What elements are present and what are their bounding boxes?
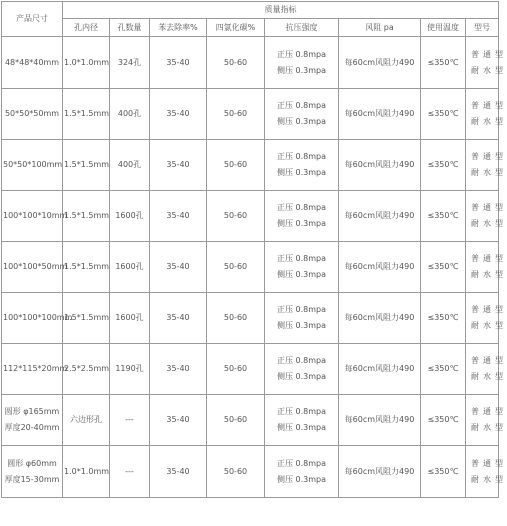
temp-cell: ≤350℃ bbox=[421, 344, 466, 395]
ccl4-cell: 50-60 bbox=[207, 446, 265, 498]
size-line: 50*50*100mm bbox=[3, 160, 63, 169]
size-cell bbox=[2, 446, 63, 498]
table-row bbox=[2, 395, 499, 446]
temp-cell: ≤350℃ bbox=[421, 293, 466, 344]
benzene-cell: 35-40 bbox=[150, 344, 207, 395]
benzene-cell: 35-40 bbox=[150, 242, 207, 293]
table-row bbox=[2, 293, 499, 344]
table-row bbox=[2, 191, 499, 242]
pressure-line: 侧压 0.3mpa bbox=[276, 219, 327, 228]
holes-cell: 1190孔 bbox=[110, 344, 150, 395]
type-line: 耐水型 bbox=[471, 270, 507, 279]
bore-line: 1.5*1.5mm bbox=[64, 262, 110, 271]
bore-cell bbox=[63, 446, 110, 498]
bore-line: 1.5*1.5mm bbox=[64, 313, 110, 322]
pressure-cell bbox=[265, 242, 339, 293]
pressure-line: 侧压 0.3mpa bbox=[276, 117, 327, 126]
table-row bbox=[2, 242, 499, 293]
pressure-line: 正压 0.8mpa bbox=[276, 305, 327, 314]
size-line: 100*100*100mm bbox=[3, 313, 73, 322]
benzene-cell: 35-40 bbox=[150, 140, 207, 191]
header-size: 产品尺寸 bbox=[2, 2, 63, 37]
resistance-cell: 每60cm风阻力490 bbox=[339, 37, 421, 89]
bore-line: 六边形孔 bbox=[70, 415, 102, 424]
type-cell bbox=[466, 89, 507, 140]
benzene-cell: 35-40 bbox=[150, 293, 207, 344]
header-holes: 孔数量 bbox=[110, 19, 150, 37]
bore-cell bbox=[63, 395, 110, 446]
resistance-cell: 每60cm风阻力490 bbox=[339, 293, 421, 344]
bore-line: 2.5*2.5mm bbox=[64, 364, 110, 373]
pressure-cell bbox=[265, 89, 339, 140]
bore-line: 1.0*1.0mm bbox=[64, 466, 110, 476]
pressure-line: 侧压 0.3mpa bbox=[276, 168, 327, 177]
size-cell bbox=[2, 140, 63, 191]
size-cell bbox=[2, 395, 63, 446]
type-line: 普通型 bbox=[471, 152, 507, 161]
pressure-line: 侧压 0.3mpa bbox=[276, 270, 327, 279]
bore-cell bbox=[63, 140, 110, 191]
resistance-cell: 每60cm风阻力490 bbox=[339, 89, 421, 140]
type-line: 耐水型 bbox=[471, 423, 507, 432]
size-cell bbox=[2, 191, 68, 242]
header-quality: 质量指标 bbox=[63, 2, 499, 19]
type-line: 耐水型 bbox=[471, 168, 507, 177]
pressure-cell bbox=[265, 344, 339, 395]
bore-cell bbox=[63, 242, 110, 293]
type-line: 耐水型 bbox=[471, 117, 507, 126]
type-line: 普通型 bbox=[471, 203, 507, 212]
temp-cell: ≤350℃ bbox=[421, 89, 466, 140]
bore-cell bbox=[63, 89, 110, 140]
resistance-cell: 每60cm风阻力490 bbox=[339, 446, 421, 498]
pressure-cell bbox=[265, 37, 339, 89]
holes-cell: 1600孔 bbox=[110, 191, 150, 242]
bore-line: 1.0*1.0mm bbox=[64, 57, 110, 67]
ccl4-cell: 50-60 bbox=[207, 395, 265, 446]
bore-line: 1.5*1.5mm bbox=[64, 109, 110, 118]
benzene-cell: 35-40 bbox=[150, 446, 207, 498]
size-line: 100*100*10mm bbox=[3, 211, 68, 220]
resistance-cell: 每60cm风阻力490 bbox=[339, 395, 421, 446]
table-row bbox=[2, 89, 499, 140]
header-ccl4: 四氯化碳% bbox=[207, 19, 265, 37]
pressure-line: 正压 0.8mpa bbox=[276, 101, 327, 110]
pressure-line: 正压 0.8mpa bbox=[276, 254, 327, 263]
ccl4-cell: 50-60 bbox=[207, 89, 265, 140]
holes-cell: 324孔 bbox=[110, 37, 150, 89]
type-line: 耐水型 bbox=[471, 321, 507, 330]
resistance-cell: 每60cm风阻力490 bbox=[339, 191, 421, 242]
pressure-line: 正压 0.8mpa bbox=[276, 407, 327, 416]
pressure-line: 侧压 0.3mpa bbox=[276, 423, 327, 432]
holes-cell: --- bbox=[110, 446, 150, 498]
ccl4-cell: 50-60 bbox=[207, 37, 265, 89]
pressure-line: 侧压 0.3mpa bbox=[276, 474, 327, 484]
pressure-line: 正压 0.8mpa bbox=[276, 203, 327, 212]
ccl4-cell: 50-60 bbox=[207, 191, 265, 242]
ccl4-cell: 50-60 bbox=[207, 140, 265, 191]
bore-cell bbox=[63, 293, 110, 344]
ccl4-cell: 50-60 bbox=[207, 242, 265, 293]
holes-cell: 1600孔 bbox=[110, 293, 150, 344]
holes-cell: 1600孔 bbox=[110, 242, 150, 293]
benzene-cell: 35-40 bbox=[150, 395, 207, 446]
type-cell bbox=[466, 242, 507, 293]
type-cell bbox=[466, 344, 507, 395]
type-cell bbox=[466, 395, 507, 446]
bore-cell bbox=[63, 191, 110, 242]
size-cell bbox=[2, 344, 68, 395]
pressure-line: 侧压 0.3mpa bbox=[276, 372, 327, 381]
pressure-line: 正压 0.8mpa bbox=[276, 356, 327, 365]
bore-line: 1.5*1.5mm bbox=[64, 211, 110, 220]
type-line: 普通型 bbox=[471, 356, 507, 365]
type-line: 耐水型 bbox=[471, 219, 507, 228]
temp-cell: ≤350℃ bbox=[421, 446, 466, 498]
size-line: 圆形 φ60mm bbox=[7, 458, 57, 468]
resistance-cell: 每60cm风阻力490 bbox=[339, 242, 421, 293]
size-line: 圆形 φ165mm bbox=[4, 407, 60, 416]
resistance-cell: 每60cm风阻力490 bbox=[339, 344, 421, 395]
pressure-cell bbox=[265, 395, 339, 446]
table-row bbox=[2, 37, 499, 89]
type-line: 耐水型 bbox=[471, 65, 507, 75]
size-cell bbox=[2, 293, 73, 344]
bore-line: 1.5*1.5mm bbox=[64, 160, 110, 169]
type-cell bbox=[466, 293, 507, 344]
type-line: 普通型 bbox=[471, 254, 507, 263]
pressure-cell bbox=[265, 191, 339, 242]
table-row bbox=[2, 344, 499, 395]
bore-cell bbox=[63, 37, 110, 89]
resistance-cell: 每60cm风阻力490 bbox=[339, 140, 421, 191]
size-line: 厚度20-40mm bbox=[4, 423, 60, 432]
type-line: 耐水型 bbox=[471, 372, 507, 381]
benzene-cell: 35-40 bbox=[150, 37, 207, 89]
size-line: 厚度15-30mm bbox=[4, 474, 60, 484]
temp-cell: ≤350℃ bbox=[421, 140, 466, 191]
type-line: 普通型 bbox=[471, 305, 507, 314]
temp-cell: ≤350℃ bbox=[421, 37, 466, 89]
header-pressure: 抗压强度 bbox=[265, 19, 339, 37]
type-cell bbox=[466, 140, 507, 191]
ccl4-cell: 50-60 bbox=[207, 293, 265, 344]
size-cell bbox=[2, 89, 63, 140]
header-type: 型号 bbox=[466, 19, 499, 37]
header-benzene: 苯去除率% bbox=[150, 19, 207, 37]
size-line: 48*48*40mm bbox=[4, 57, 60, 67]
temp-cell: ≤350℃ bbox=[421, 191, 466, 242]
ccl4-cell: 50-60 bbox=[207, 344, 265, 395]
header-temp: 使用温度 bbox=[421, 19, 466, 37]
pressure-line: 正压 0.8mpa bbox=[276, 49, 327, 59]
benzene-cell: 35-40 bbox=[150, 89, 207, 140]
type-line: 普通型 bbox=[471, 407, 507, 416]
table-row bbox=[2, 140, 499, 191]
holes-cell: 400孔 bbox=[110, 89, 150, 140]
table-body bbox=[2, 37, 507, 498]
size-cell bbox=[2, 242, 68, 293]
type-line: 普通型 bbox=[471, 49, 507, 59]
type-cell bbox=[466, 191, 507, 242]
size-line: 50*50*50mm bbox=[4, 109, 60, 118]
size-line: 112*115*20mm bbox=[3, 364, 68, 373]
size-line: 100*100*50mm bbox=[3, 262, 68, 271]
bore-cell bbox=[63, 344, 110, 395]
temp-cell: ≤350℃ bbox=[421, 395, 466, 446]
pressure-line: 正压 0.8mpa bbox=[276, 458, 327, 468]
pressure-cell bbox=[265, 140, 339, 191]
type-line: 耐水型 bbox=[471, 474, 507, 484]
pressure-line: 侧压 0.3mpa bbox=[276, 321, 327, 330]
spec-table bbox=[1, 1, 507, 498]
type-cell bbox=[466, 37, 507, 89]
size-cell bbox=[2, 37, 63, 89]
table-row bbox=[2, 446, 499, 498]
benzene-cell: 35-40 bbox=[150, 191, 207, 242]
pressure-cell bbox=[265, 446, 339, 498]
pressure-cell bbox=[265, 293, 339, 344]
pressure-line: 侧压 0.3mpa bbox=[276, 65, 327, 75]
type-line: 普通型 bbox=[471, 458, 507, 468]
holes-cell: 400孔 bbox=[110, 140, 150, 191]
type-cell bbox=[466, 446, 507, 498]
pressure-line: 正压 0.8mpa bbox=[276, 152, 327, 161]
temp-cell: ≤350℃ bbox=[421, 242, 466, 293]
header-bore: 孔内径 bbox=[63, 19, 110, 37]
header-resistance: 风阻 pa bbox=[339, 19, 421, 37]
type-line: 普通型 bbox=[471, 101, 507, 110]
holes-cell: --- bbox=[110, 395, 150, 446]
